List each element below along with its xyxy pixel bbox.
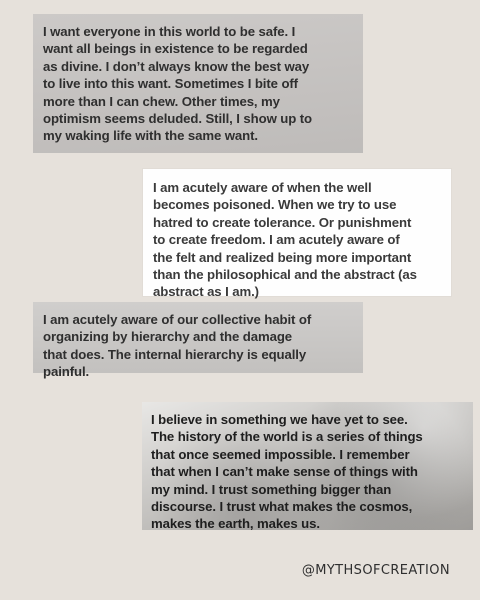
- note-line: organizing by hierarchy and the damage: [43, 329, 293, 345]
- note-card-well-poisoned: [143, 169, 451, 300]
- note-line: want all beings in existence to be regarded: [43, 41, 308, 57]
- note-line: that when I can’t make sense of things with: [151, 464, 418, 480]
- note-line: I am acutely aware of our collective habit of: [43, 312, 312, 327]
- note-line: painful.: [43, 364, 90, 380]
- account-handle: @MYTHSOFCREATION: [301, 563, 450, 578]
- note-card-hierarchy: [33, 302, 363, 380]
- note-line: makes the earth, makes us.: [151, 516, 320, 532]
- note-line: hatred to create tolerance. Or punishment: [153, 214, 412, 230]
- note-line: becomes poisoned. When we try to use: [153, 197, 397, 213]
- note-line: optimism seems deluded. Still, I show up to: [43, 111, 313, 127]
- note-line: as divine. I don’t always know the best way: [43, 58, 310, 74]
- note-line: the felt and realized being more important: [153, 249, 412, 265]
- note-line: The history of the world is a series of things: [151, 429, 423, 445]
- note-line: my waking life with the same want.: [43, 128, 258, 144]
- note-line: than the philosophical and the abstract (as: [153, 267, 417, 283]
- note-line: to live into this want. Sometimes I bite off: [43, 76, 298, 92]
- note-line: I want everyone in this world to be safe. I: [43, 24, 296, 39]
- note-line: I believe in something we have yet to see.: [151, 412, 408, 427]
- note-line: that once seemed impossible. I remember: [151, 446, 410, 462]
- note-line: more than I can chew. Other times, my: [43, 93, 280, 109]
- note-line: I am acutely aware of when the well: [153, 180, 372, 195]
- note-card-want: [33, 14, 363, 153]
- note-line: my mind. I trust something bigger than: [151, 481, 392, 497]
- note-line: discourse. I trust what makes the cosmos,: [151, 499, 413, 515]
- note-card-believe: [142, 402, 473, 530]
- note-line: abstract as I am.): [153, 284, 259, 300]
- note-line: to create freedom. I am acutely aware of: [153, 232, 400, 248]
- note-line: that does. The internal hierarchy is equally: [43, 346, 307, 362]
